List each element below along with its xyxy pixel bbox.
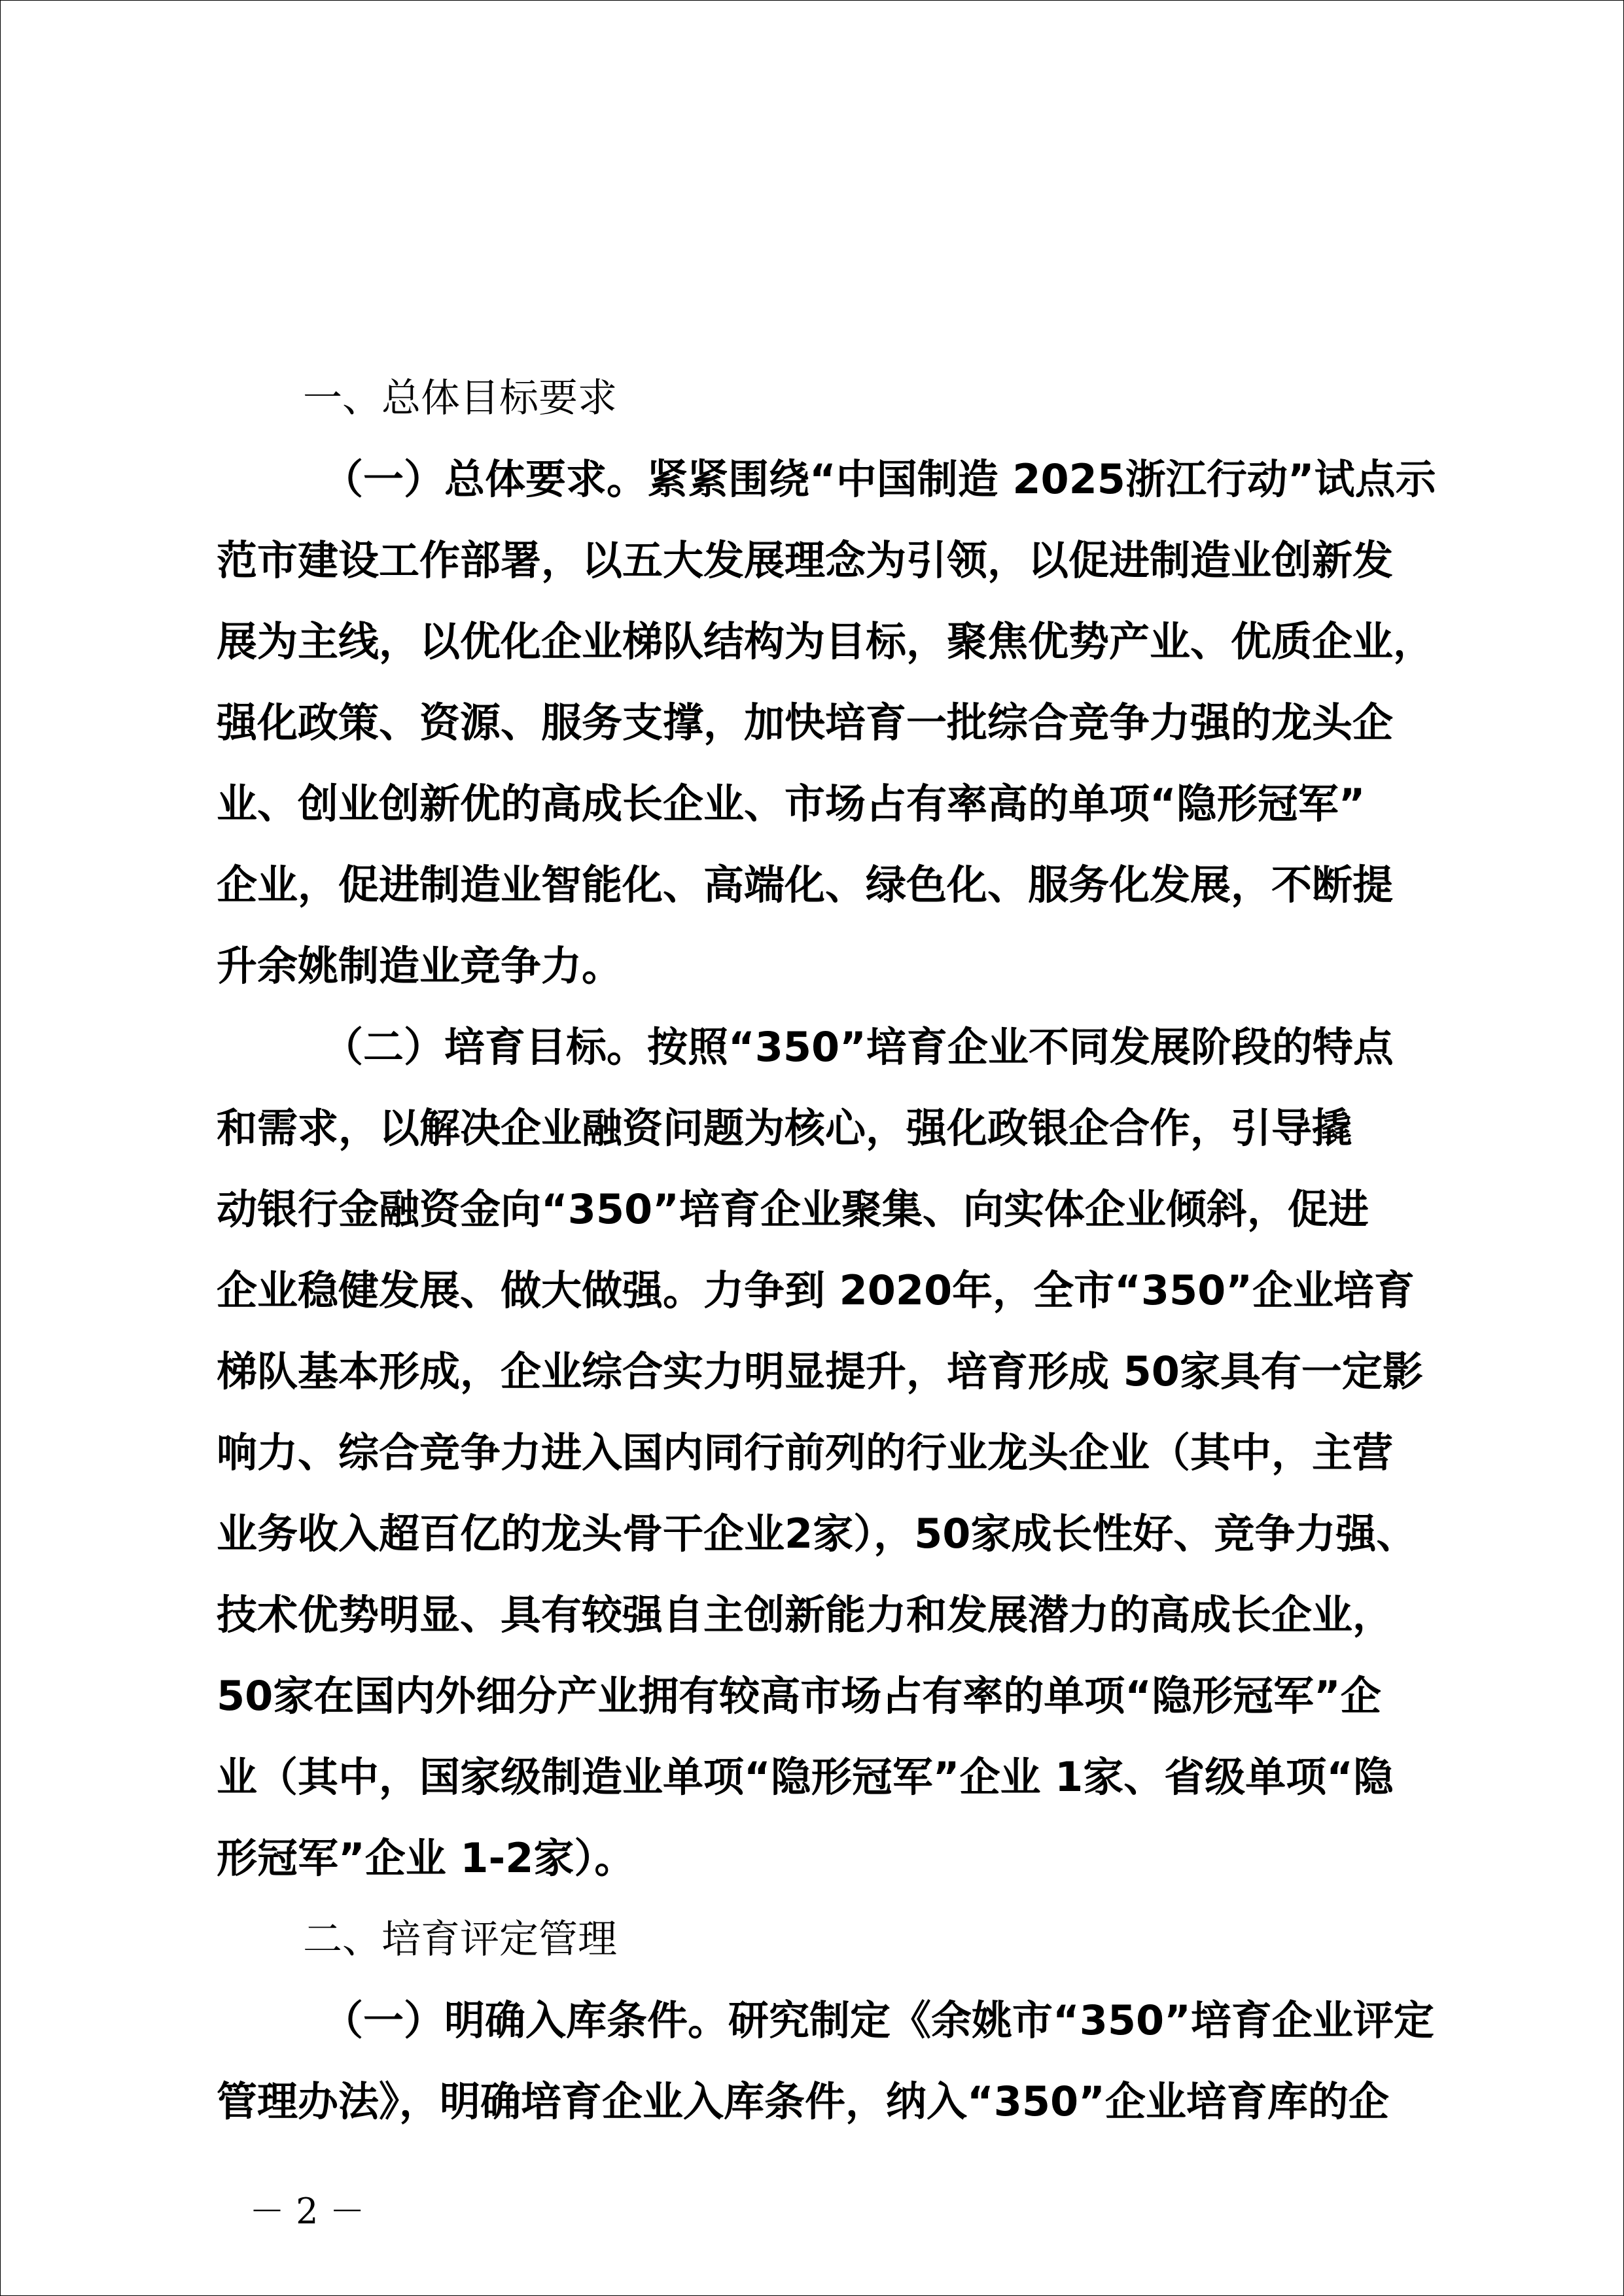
paragraph-line: 业务收入超百亿的龙头骨干企业2家），50家成长性好、竞争力强、 [217, 1510, 1417, 1557]
section-heading-overall-goals: 一、总体目标要求 [303, 375, 617, 421]
paragraph-line: 业（其中，国家级制造业单项“隐形冠军”企业 1家、省级单项“隐 [217, 1753, 1394, 1801]
paragraph-line: （一）明确入库条件。研究制定《余姚市“350”培育企业评定 [323, 1996, 1434, 2044]
paragraph-line: 梯队基本形成，企业综合实力明显提升，培育形成 50家具有一定影 [217, 1348, 1423, 1395]
paragraph-line: 企业稳健发展、做大做强。力争到 2020年，全市“350”企业培育 [217, 1266, 1415, 1314]
paragraph-line: 展为主线，以优化企业梯队结构为目标，聚焦优势产业、优质企业， [217, 617, 1434, 665]
paragraph-line: 技术优势明显、具有较强自主创新能力和发展潜力的高成长企业， [217, 1591, 1394, 1639]
paragraph-line: 50家在国内外细分产业拥有较高市场占有率的单项“隐形冠军”企 [217, 1672, 1381, 1720]
paragraph-line: 企业，促进制造业智能化、高端化、绿色化、服务化发展，不断提 [217, 861, 1394, 909]
paragraph-line: 形冠军”企业 1-2家）。 [217, 1834, 635, 1882]
paragraph-line: 管理办法》，明确培育企业入库条件，纳入“350”企业培育库的企 [217, 2078, 1389, 2125]
paragraph-line: 业、创业创新优的高成长企业、市场占有率高的单项“隐形冠军” [217, 780, 1366, 827]
paragraph-line: （二）培育目标。按照“350”培育企业不同发展阶段的特点 [323, 1023, 1394, 1071]
paragraph-line: （一）总体要求。紧紧围绕“中国制造 2025浙江行动”试点示 [323, 455, 1436, 503]
paragraph-line: 动银行金融资金向“350”培育企业聚集、向实体企业倾斜，促进 [217, 1185, 1369, 1233]
paragraph-line: 强化政策、资源、服务支撑，加快培育一批综合竞争力强的龙头企 [217, 699, 1394, 746]
paragraph-line: 升余姚制造业竞争力。 [217, 942, 623, 990]
page-number: － 2 － [249, 2191, 365, 2232]
paragraph-line: 和需求，以解决企业融资问题为核心，强化政银企合作，引导撬 [217, 1104, 1353, 1152]
paragraph-line: 范市建设工作部署，以五大发展理念为引领，以促进制造业创新发 [217, 536, 1394, 584]
section-heading-cultivation-management: 二、培育评定管理 [303, 1917, 617, 1962]
paragraph-line: 响力、综合竞争力进入国内同行前列的行业龙头企业（其中，主营 [217, 1429, 1394, 1476]
